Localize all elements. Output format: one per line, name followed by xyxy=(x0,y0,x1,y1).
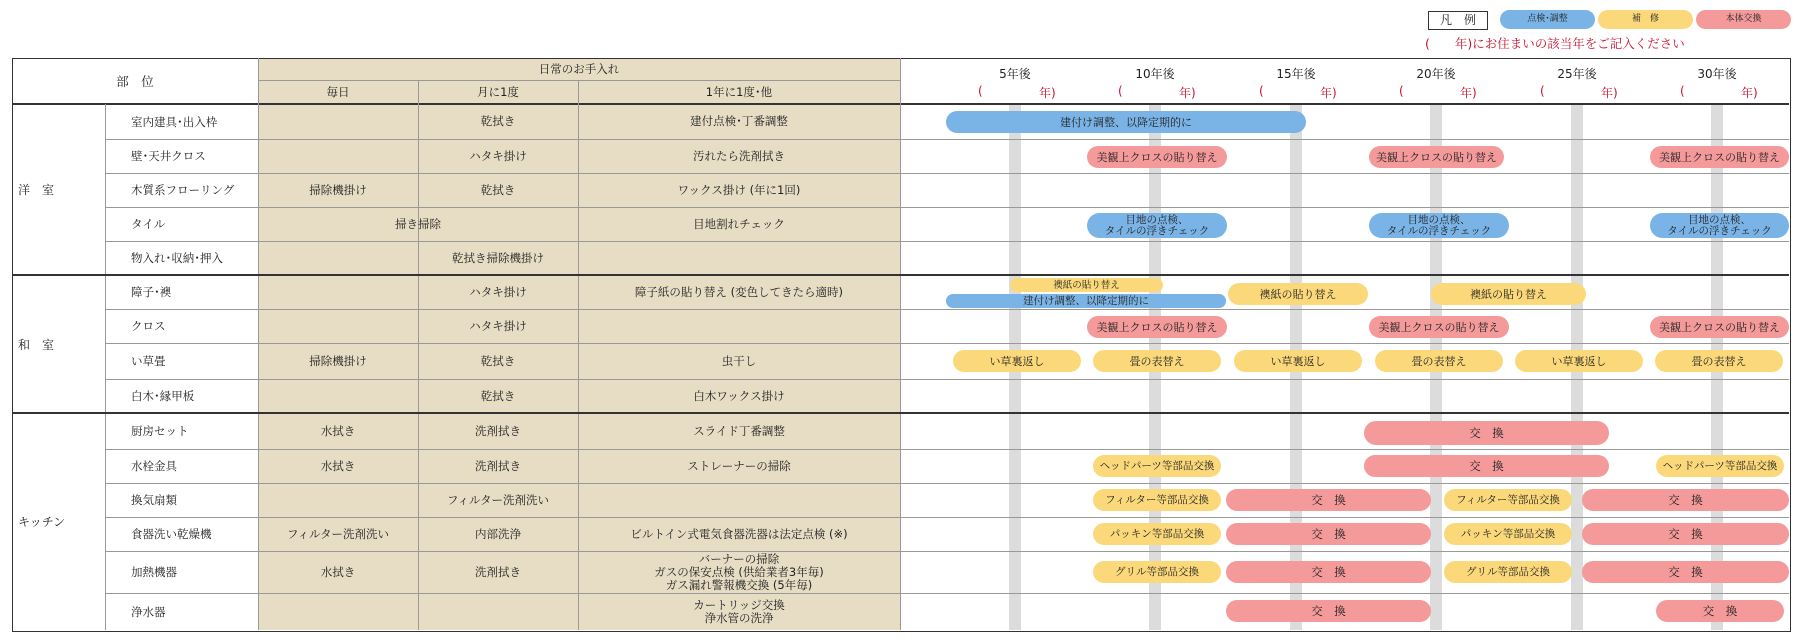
row-item: 室内建具･出入枠 xyxy=(131,114,218,129)
row-item: 浄水器 xyxy=(131,604,166,619)
row-yearly: ビルトイン式電気食器洗器は法定点検 (※) xyxy=(630,526,848,541)
header-part: 部 位 xyxy=(116,73,154,89)
legend-note: ( 年)にお住まいの該当年をご記入ください xyxy=(1425,36,1685,51)
year-paren-open: ( xyxy=(978,84,983,98)
row-monthly: 乾拭き xyxy=(480,388,516,403)
row-yearly: 白木ワックス掛け xyxy=(693,388,785,403)
timeline-pill-inspection: 目地の点検、 タイルの浮きチェック xyxy=(1650,213,1789,238)
row-item: い草畳 xyxy=(131,354,166,368)
row-daily xyxy=(258,593,418,630)
year-paren-close: 年) xyxy=(1460,86,1477,100)
legend-repair: 補 修 xyxy=(1598,10,1693,29)
row-yearly: 虫干し xyxy=(721,353,757,368)
row-yearly: スライド丁番調整 xyxy=(693,423,785,438)
row-daily: 水拭き xyxy=(320,423,356,438)
row-daily xyxy=(258,379,418,413)
timeline-pill-repair: 畳の表替え xyxy=(1655,350,1783,372)
row-monthly: 洗剤拭き xyxy=(475,458,521,473)
timeline-pill-replacement: 交 換 xyxy=(1656,600,1784,622)
grid-line xyxy=(900,58,901,630)
timeline-pill-repair: グリル等部品交換 xyxy=(1093,561,1221,583)
row-daily: 掃除機掛け xyxy=(309,353,367,368)
year-paren-close: 年) xyxy=(1741,86,1758,100)
row-monthly xyxy=(418,593,578,630)
year-label: 30年後 xyxy=(1697,67,1737,81)
row-yearly: 汚れたら洗剤拭き xyxy=(693,148,785,163)
timeline-pill-replacement: 交 換 xyxy=(1226,489,1431,511)
timeline-pill-replacement: 交 換 xyxy=(1364,421,1609,445)
timeline-pill-replacement: 美観上クロスの貼り替え xyxy=(1369,316,1509,338)
timeline-pill-inspection: 建付け調整、以降定期的に xyxy=(946,294,1226,308)
timeline-pill-inspection: 目地の点検、 タイルの浮きチェック xyxy=(1369,213,1509,238)
timeline-pill-repair: フィルター等部品交換 xyxy=(1444,489,1572,511)
year-paren-close: 年) xyxy=(1320,86,1337,100)
timeline-pill-replacement: 交 換 xyxy=(1582,523,1789,545)
row-daily: 掃除機掛け xyxy=(309,182,367,197)
row-item: 加熱機器 xyxy=(131,565,177,579)
row-daily: 水拭き xyxy=(320,564,356,579)
year-paren-open: ( xyxy=(1399,84,1404,98)
row-monthly: 洗剤拭き xyxy=(475,423,521,438)
timeline-pill-replacement: 交 換 xyxy=(1226,561,1431,583)
row-monthly: フィルター洗剤洗い xyxy=(446,492,550,507)
year-label: 15年後 xyxy=(1276,67,1316,81)
row-item: 白木･縁甲板 xyxy=(131,389,195,403)
year-paren-close: 年) xyxy=(1601,86,1618,100)
row-yearly: バーナーの掃除 ガスの保安点検 (供給業者3年毎) ガス漏れ警報機交換 (5年毎) xyxy=(654,551,824,592)
row-monthly: 内部洗浄 xyxy=(475,526,521,541)
timeline-pill-repair: 襖紙の貼り替え xyxy=(1431,283,1586,305)
row-monthly: 乾拭き xyxy=(480,114,516,128)
year-paren-open: ( xyxy=(1680,84,1685,98)
year-paren-close: 年) xyxy=(1039,86,1056,100)
row-daily xyxy=(258,104,418,139)
legend-title: 凡 例 xyxy=(1428,11,1488,30)
row-item: 壁･天井クロス xyxy=(131,149,206,163)
row-yearly: ワックス掛け (年に1回) xyxy=(677,182,801,197)
row-daily: フィルター洗剤洗い xyxy=(286,526,390,541)
row-item: 水栓金具 xyxy=(131,459,177,473)
row-item: 木質系フローリング xyxy=(131,183,235,197)
timeline-pill-replacement: 交 換 xyxy=(1582,489,1789,511)
legend-inspection: 点検･調整 xyxy=(1500,10,1595,29)
group-japanese-room: 和 室 xyxy=(18,337,55,352)
timeline-pill-repair: ヘッドパーツ等部品交換 xyxy=(1093,455,1221,477)
year-paren-open: ( xyxy=(1540,84,1545,98)
timeline-pill-inspection: 目地の点検、 タイルの浮きチェック xyxy=(1087,213,1227,238)
timeline-pill-repair: ヘッドパーツ等部品交換 xyxy=(1656,455,1784,477)
group-kitchen: キッチン xyxy=(18,515,66,529)
group-western-room: 洋 室 xyxy=(18,183,55,197)
timeline-pill-repair: 畳の表替え xyxy=(1375,350,1503,372)
timeline-pill-replacement: 交 換 xyxy=(1226,600,1431,622)
row-item: 障子･襖 xyxy=(131,285,172,299)
row-item: 厨房セット xyxy=(131,424,189,438)
row-monthly: 乾拭き xyxy=(480,182,516,197)
row-yearly: カートリッジ交換 浄水管の洗浄 xyxy=(693,597,785,625)
row-item: クロス xyxy=(131,319,166,333)
grid-line xyxy=(258,80,900,81)
header-daily: 毎日 xyxy=(326,84,350,99)
row-daily xyxy=(258,139,418,173)
legend-replacement: 本体交換 xyxy=(1696,10,1791,29)
row-yearly xyxy=(578,241,900,275)
row-item: 食器洗い乾燥機 xyxy=(131,527,212,541)
timeline-pill-repair: グリル等部品交換 xyxy=(1444,561,1572,583)
year-label: 25年後 xyxy=(1557,67,1597,81)
row-daily xyxy=(258,309,418,343)
year-paren-open: ( xyxy=(1259,84,1264,98)
timeline-pill-repair: い草裏返し xyxy=(1515,350,1643,372)
row-monthly: ハタキ掛け xyxy=(469,318,527,333)
header-daily-care: 日常のお手入れ xyxy=(538,61,620,76)
timeline-pill-replacement: 美観上クロスの貼り替え xyxy=(1650,316,1789,338)
timeline-pill-replacement: 美観上クロスの貼り替え xyxy=(1087,316,1227,338)
row-yearly xyxy=(578,483,900,517)
timeline-pill-replacement: 交 換 xyxy=(1582,561,1789,583)
year-paren-open: ( xyxy=(1118,84,1123,98)
row-daily xyxy=(258,483,418,517)
row-yearly: 目地割れチェック xyxy=(693,216,785,231)
timeline-pill-replacement: 美観上クロスの貼り替え xyxy=(1650,146,1789,168)
row-daily: 水拭き xyxy=(320,458,356,473)
timeline-pill-repair: 襖紙の貼り替え xyxy=(1228,283,1368,305)
year-label: 20年後 xyxy=(1416,67,1456,81)
timeline-pill-repair: パッキン等部品交換 xyxy=(1093,523,1221,545)
timeline-pill-repair: 畳の表替え xyxy=(1093,350,1221,372)
header-monthly: 月に1度 xyxy=(477,84,519,99)
row-monthly: ハタキ掛け xyxy=(469,148,527,163)
row-yearly xyxy=(578,309,900,343)
timeline-pill-replacement: 交 換 xyxy=(1364,455,1609,477)
row-yearly: ストレーナーの掃除 xyxy=(687,458,791,473)
row-monthly: 洗剤拭き xyxy=(475,564,521,579)
timeline-pill-repair: い草裏返し xyxy=(1234,350,1362,372)
year-paren-close: 年) xyxy=(1179,86,1196,100)
row-monthly: ハタキ掛け xyxy=(469,284,527,299)
row-item: タイル xyxy=(131,217,166,231)
timeline-pill-repair: 襖紙の貼り替え xyxy=(1010,278,1163,292)
timeline-pill-replacement: 交 換 xyxy=(1226,523,1431,545)
row-yearly: 建付点検･丁番調整 xyxy=(690,114,788,128)
row-daily xyxy=(258,241,418,275)
timeline-pill-repair: い草裏返し xyxy=(953,350,1081,372)
timeline-pill-replacement: 美観上クロスの貼り替え xyxy=(1369,146,1504,168)
timeline-pill-repair: パッキン等部品交換 xyxy=(1444,523,1572,545)
row-item: 換気扇類 xyxy=(131,493,177,507)
timeline-pill-repair: フィルター等部品交換 xyxy=(1093,489,1221,511)
row-monthly: 乾拭き掃除機掛け xyxy=(452,250,544,265)
row-daily: 掃き掃除 xyxy=(395,216,441,231)
row-daily xyxy=(258,275,418,309)
row-monthly: 乾拭き xyxy=(480,353,516,368)
year-label: 10年後 xyxy=(1135,67,1175,81)
timeline-pill-replacement: 美観上クロスの貼り替え xyxy=(1087,146,1227,168)
timeline-pill-inspection: 建付け調整、以降定期的に xyxy=(946,111,1306,133)
row-item: 物入れ･収納･押入 xyxy=(131,251,223,265)
year-label: 5年後 xyxy=(999,67,1031,81)
header-yearly: 1年に1度･他 xyxy=(705,84,773,99)
row-yearly: 障子紙の貼り替え (変色してきたら適時) xyxy=(634,284,844,299)
